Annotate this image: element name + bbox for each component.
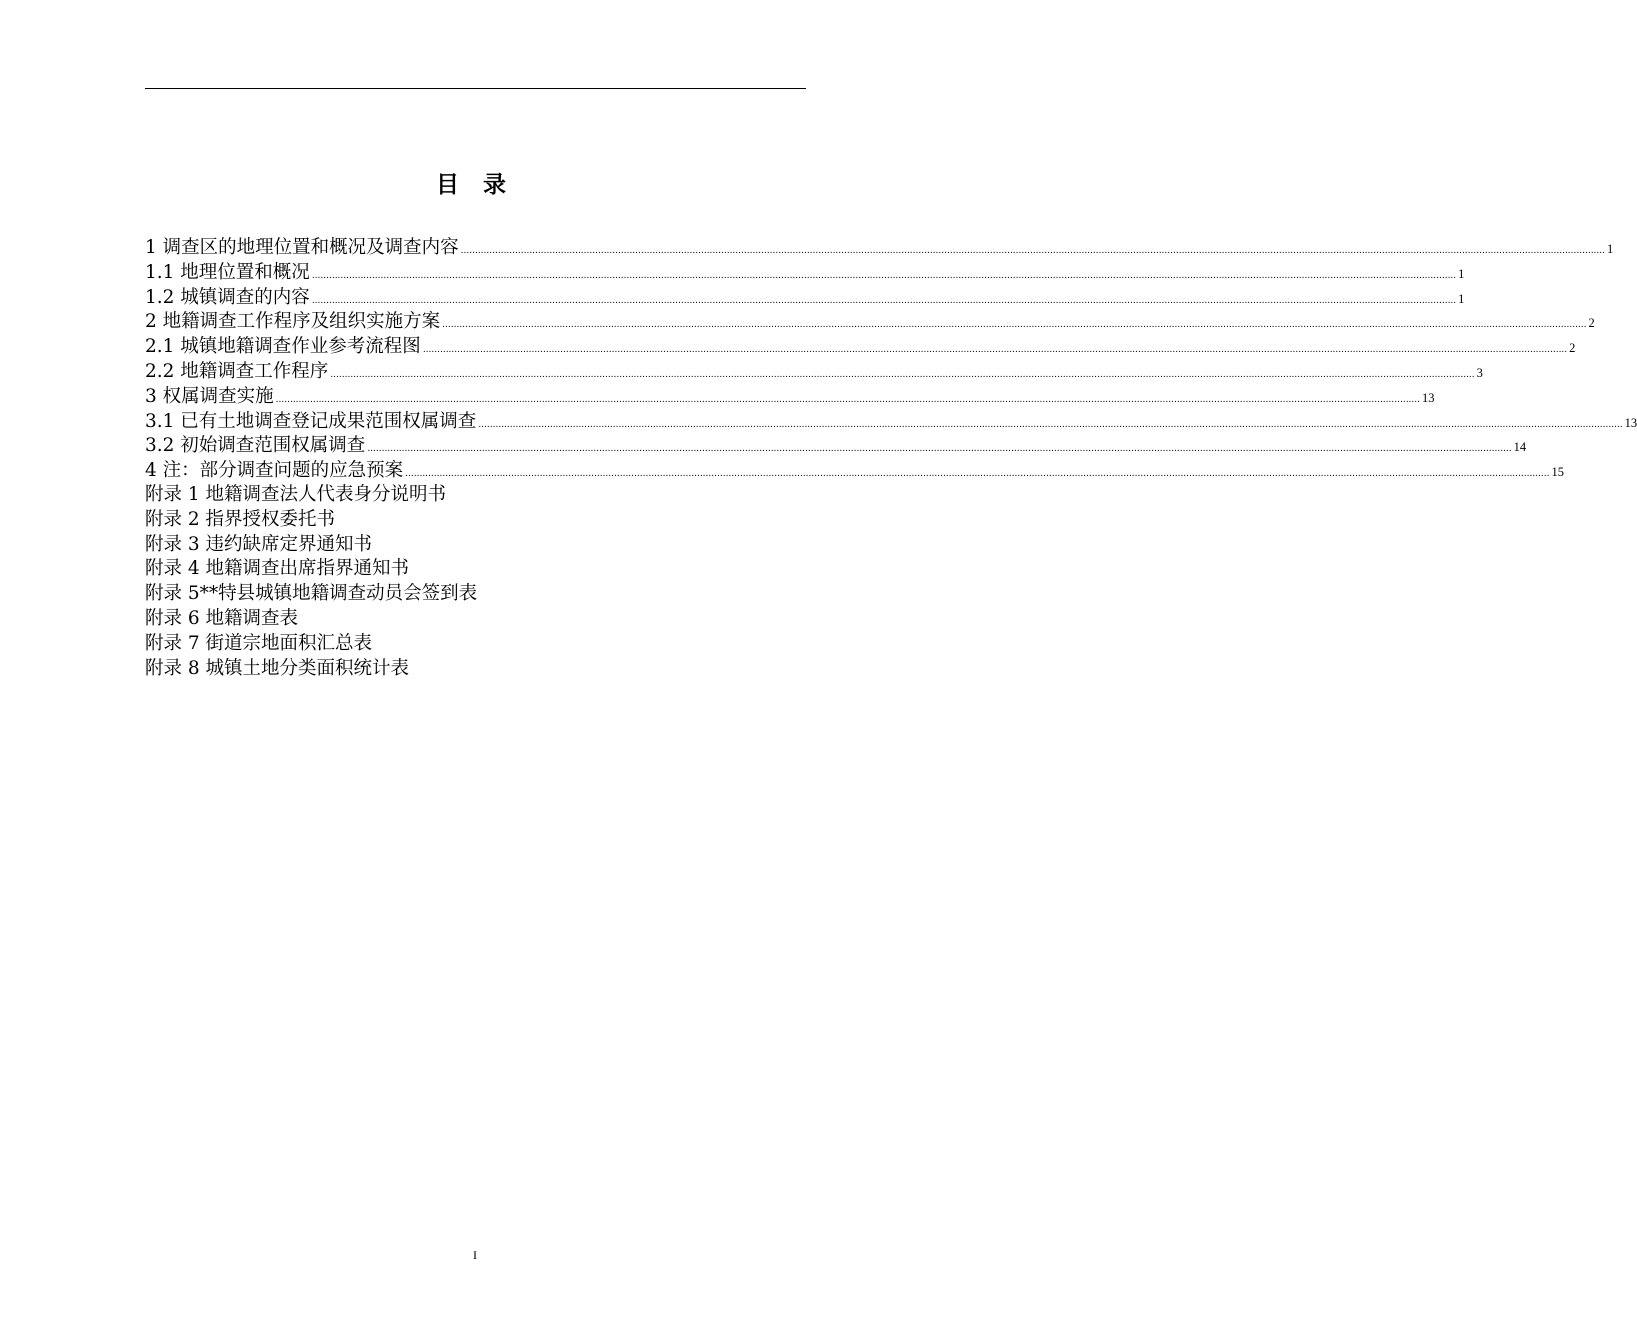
appendix-entry: 附录 2 指界授权委托书 xyxy=(145,508,336,530)
toc-entry-label: 3 权属调查实施 xyxy=(145,385,274,407)
dot-leader: ................................................................................................................................................................................................................................................................................................................................................................................................................ xyxy=(422,345,1568,356)
toc-list xyxy=(145,236,1637,484)
toc-entry[interactable] xyxy=(145,261,1465,286)
toc-entry-page: 13 xyxy=(1624,415,1637,430)
dot-leader: ................................................................................................................................................................................................................................................................................................................................................................................................................ xyxy=(275,394,1420,405)
toc-entry-page: 1 xyxy=(1607,242,1614,256)
dot-leader: ................................................................................................................................................................................................................................................................................................................................................................................................................ xyxy=(330,369,1475,380)
appendix-entry: 附录 1 地籍调查法人代表身分说明书 xyxy=(145,484,447,505)
toc-entry-label: 3.2 初始调查范围权属调查 xyxy=(145,435,366,457)
toc-entry-page: 1 xyxy=(1458,291,1465,306)
toc-entry[interactable] xyxy=(145,385,1435,410)
appendix-entry: 附录 7 街道宗地面积汇总表 xyxy=(145,632,373,654)
header-rule xyxy=(145,88,806,89)
toc-entry[interactable] xyxy=(145,434,1527,459)
toc-entry-label: 1.1 地理位置和概况 xyxy=(145,261,310,283)
toc-entry[interactable] xyxy=(145,335,1576,360)
appendix-entry: 附录 8 城镇土地分类面积统计表 xyxy=(145,657,410,679)
dot-leader: ................................................................................................................................................................................................................................................................................................................................................................................................................ xyxy=(367,444,1512,455)
toc-entry-page: 14 xyxy=(1513,440,1527,455)
appendix-list xyxy=(145,483,806,681)
toc-entry[interactable] xyxy=(145,310,1595,335)
dot-leader: ................................................................................................................................................................................................................................................................................................................................................................................................................ xyxy=(442,320,1587,331)
page-number: I xyxy=(473,1248,477,1262)
toc-entry-page: 2 xyxy=(1588,316,1595,331)
dot-leader: ................................................................................................................................................................................................................................................................................................................................................................................................................ xyxy=(460,246,1605,256)
toc-entry-label: 4 注：部分调查问题的应急预案 xyxy=(145,460,404,482)
appendix-entry: 附录 3 违约缺席定界通知书 xyxy=(145,533,373,555)
toc-entry-label: 2 地籍调查工作程序及组织实施方案 xyxy=(145,311,441,333)
toc-entry-page: 13 xyxy=(1422,390,1435,405)
toc-entry-label: 3.1 已有土地调查登记成果范围权属调查 xyxy=(145,410,477,432)
toc-entry[interactable] xyxy=(145,459,1564,484)
appendix-entry: 附录 6 地籍调查表 xyxy=(145,607,299,629)
dot-leader: ................................................................................................................................................................................................................................................................................................................................................................................................................ xyxy=(311,270,1457,281)
toc-title: 目 录 xyxy=(435,172,514,198)
toc-entry-page: 1 xyxy=(1458,266,1465,281)
toc-entry-label: 1.2 城镇调查的内容 xyxy=(145,286,310,308)
toc-entry-page: 2 xyxy=(1569,341,1576,356)
toc-entry[interactable] xyxy=(145,360,1483,385)
toc-entry-label: 1 调查区的地理位置和概况及调查内容 xyxy=(145,237,459,258)
toc-entry-page: 15 xyxy=(1551,465,1564,480)
dot-leader: ................................................................................................................................................................................................................................................................................................................................................................................................................ xyxy=(478,419,1623,430)
appendix-entry: 附录 4 地籍调查出席指界通知书 xyxy=(145,558,410,580)
toc-entry[interactable] xyxy=(145,236,1614,261)
dot-leader: ................................................................................................................................................................................................................................................................................................................................................................................................................ xyxy=(405,469,1550,480)
toc-entry[interactable] xyxy=(145,410,1637,435)
dot-leader: ................................................................................................................................................................................................................................................................................................................................................................................................................ xyxy=(311,295,1457,306)
appendix-entry: 附录 5**特县城镇地籍调查动员会签到表 xyxy=(145,583,478,605)
toc-entry[interactable] xyxy=(145,286,1465,311)
toc-entry-label: 2.1 城镇地籍调查作业参考流程图 xyxy=(145,336,421,358)
toc-entry-label: 2.2 地籍调查工作程序 xyxy=(145,360,329,382)
toc-entry-page: 3 xyxy=(1476,365,1483,380)
